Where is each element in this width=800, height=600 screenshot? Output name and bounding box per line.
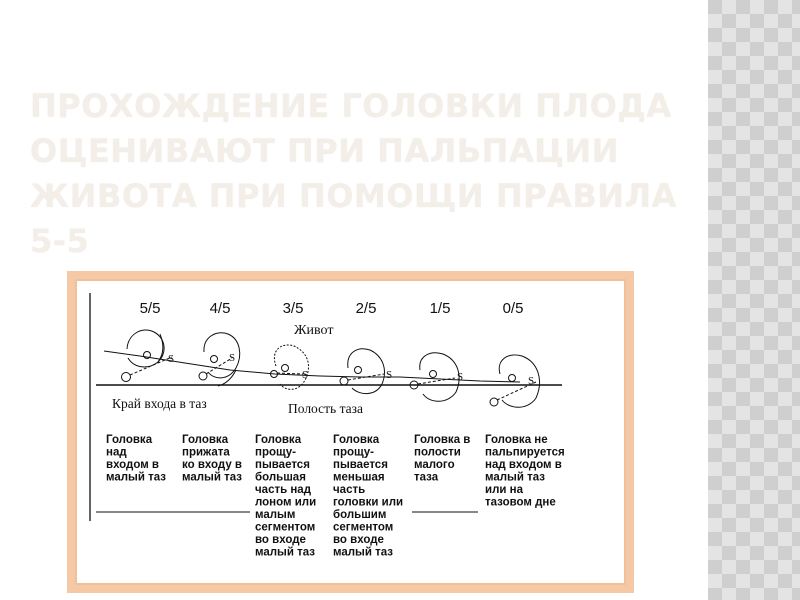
slide-title: ПРОХОЖДЕНИЕ ГОЛОВКИ ПЛОДА ОЦЕНИВАЮТ ПРИ ПАЛЬПАЦИИ ЖИВОТА ПРИ ПОМОЩИ ПРАВИЛА 5-5	[30, 87, 677, 260]
svg-text:S: S	[168, 353, 175, 365]
svg-text:S: S	[528, 375, 535, 387]
fetal-head-4-5	[199, 333, 240, 386]
fraction-label: 1/5	[429, 300, 451, 317]
fraction-label: 0/5	[502, 300, 524, 317]
description-1-5: Головка в полости малого таза	[414, 434, 471, 484]
fetal-head-1-5	[410, 353, 463, 401]
pelvic-cavity-label: Полость таза	[288, 401, 363, 416]
fraction-label: 4/5	[209, 300, 231, 317]
svg-text:S: S	[302, 369, 309, 381]
svg-text:S: S	[229, 352, 236, 364]
svg-text:S: S	[457, 371, 464, 383]
fraction-label: 2/5	[355, 300, 377, 317]
description-3-5: Головка прощу- пывается большая часть над лоном или малым сегментом во входе малый таз	[255, 434, 317, 559]
pelvic-inlet-label: Край входа в таз	[112, 396, 207, 411]
description-4-5: Головка прижата ко входу в малый таз	[182, 434, 243, 484]
svg-text:S: S	[386, 369, 393, 381]
fraction-label: 3/5	[282, 300, 304, 317]
fetal-head-3-5	[271, 345, 309, 389]
description-5-5: Головка над входом в малый таз	[106, 434, 167, 484]
abdomen-label: Живот	[294, 323, 334, 338]
fetal-head-5-5	[122, 330, 175, 382]
description-0-5: Головка не пальпируется над входом в малый таз или на тазовом дне	[485, 434, 565, 509]
fetal-head-2-5	[340, 349, 392, 394]
fraction-label: 5/5	[139, 300, 161, 317]
description-2-5: Головка прощу- пывается меньшая часть головки или большим сегментом во входе малый таз	[333, 434, 404, 559]
